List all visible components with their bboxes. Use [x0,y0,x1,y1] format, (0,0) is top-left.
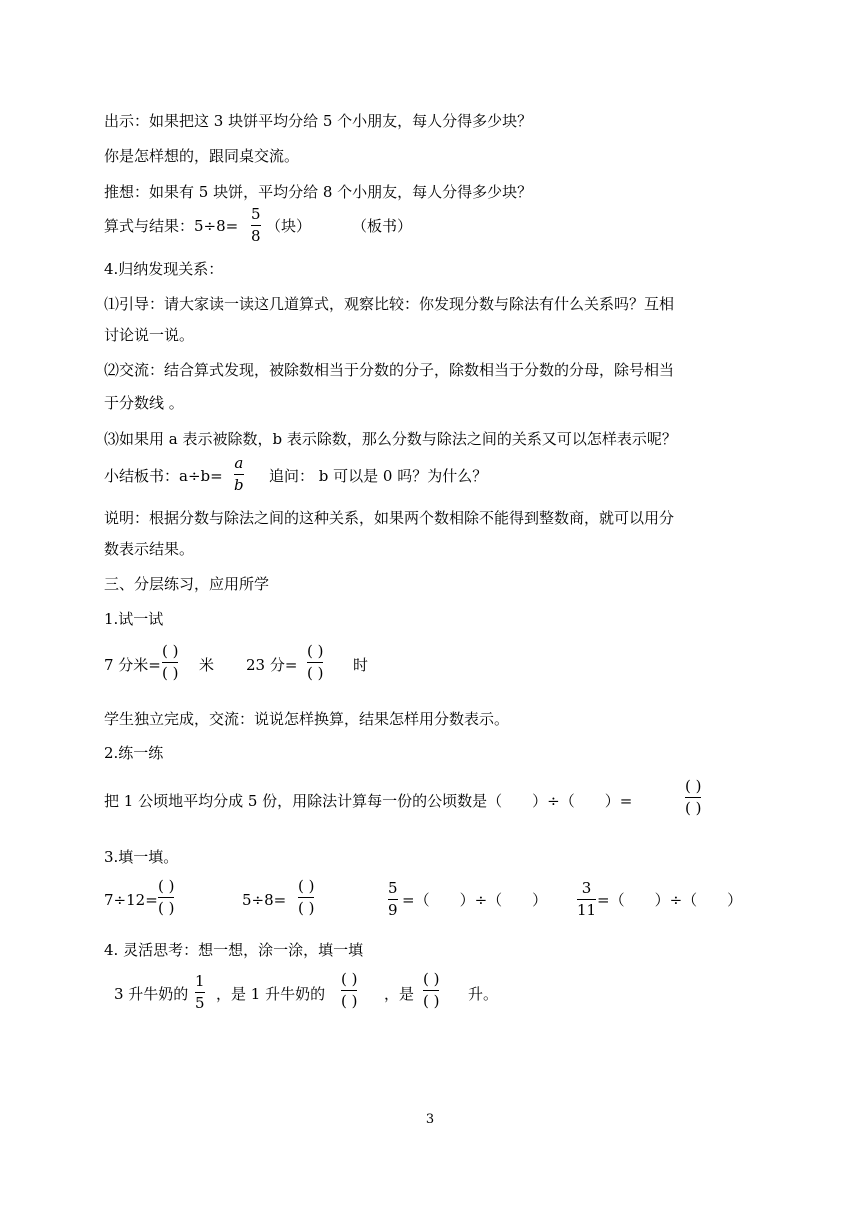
denominator: 11 [577,901,597,919]
text-line: 23 分= [246,656,298,674]
denominator-blank: ( ) [423,992,440,1010]
text-line: =（ ）÷（ ） [402,891,548,909]
text-line: 时 [353,656,369,674]
heading: 2.练一练 [104,744,164,762]
fraction-bar [234,474,244,475]
heading: 三、分层练习，应用所学 [104,575,270,593]
denominator-blank: ( ) [158,899,175,917]
text-line: 数表示结果。 [104,540,195,558]
fraction-blank [423,971,439,1010]
text-line: 推想：如果有 5 块饼，平均分给 8 个小朋友，每人分得多少块？ [104,183,533,201]
numerator: 5 [251,205,261,223]
text-line: 于分数线 。 [104,394,184,412]
numerator: a [234,454,244,472]
fraction-bar [162,662,178,663]
text-line: 把 1 公顷地平均分成 5 份，用除法计算每一份的公顷数是（ ）÷（ ）= [104,792,633,810]
text-line: 讨论说一说。 [104,326,195,344]
numerator-blank: ( ) [685,777,702,795]
fraction-bar [388,899,398,900]
fraction-bar [341,990,357,991]
heading: 4. 灵活思考：想一想，涂一涂，填一填 [104,941,364,959]
text-line: ，是 1 升牛奶的 [216,985,326,1003]
fraction-blank [162,643,178,682]
text-line: 7÷12= [104,891,158,909]
fraction-bar [577,899,596,900]
denominator-blank: ( ) [341,992,358,1010]
numerator: 3 [581,879,592,897]
numerator-blank: ( ) [341,970,358,988]
heading: 4.归纳发现关系： [104,260,224,278]
denominator: 9 [388,901,398,919]
fraction [234,455,244,494]
numerator-blank: ( ) [307,642,324,660]
page-number: 3 [425,1112,435,1127]
fraction-bar [685,797,701,798]
fraction-bar [307,662,323,663]
text-line: 追问： b 可以是 0 吗？为什么？ [269,467,488,485]
denominator: 5 [195,994,205,1012]
fraction [195,973,205,1012]
text-line: ⑴引导：请大家读一读这几道算式，观察比较：你发现分数与除法有什么关系吗？互相 [104,295,675,313]
text-line: 你是怎样想的，跟同桌交流。 [104,147,300,165]
fraction [388,880,398,919]
denominator-blank: ( ) [298,899,315,917]
fraction-bar [423,990,439,991]
fraction-bar [195,992,205,993]
numerator-blank: ( ) [158,877,175,895]
numerator-blank: ( ) [298,877,315,895]
numerator: 1 [195,972,205,990]
text-line: （板书） [352,217,413,235]
fraction-blank [298,878,314,917]
text-line: 升。 [468,985,499,1003]
denominator-blank: ( ) [307,664,324,682]
text-line: 5÷8= [242,891,287,909]
text-line: =（ ）÷（ ） [597,891,743,909]
numerator-blank: ( ) [423,970,440,988]
fraction-blank [307,643,323,682]
fraction [251,206,261,245]
text-line: （块） [266,217,312,235]
numerator-blank: ( ) [162,642,179,660]
heading: 3.填一填。 [104,848,179,866]
fraction-blank [158,878,174,917]
heading: 1.试一试 [104,610,164,628]
denominator-blank: ( ) [685,799,702,817]
text-line: 米 [199,656,215,674]
fraction-bar [251,225,261,226]
denominator: b [234,476,244,494]
denominator-blank: ( ) [162,664,179,682]
fraction-blank [685,778,701,817]
text-line: 说明：根据分数与除法之间的这种关系，如果两个数相除不能得到整数商，就可以用分 [104,509,675,527]
denominator: 8 [251,227,261,245]
fraction-bar [298,897,314,898]
text-line: ⑶如果用 a 表示被除数，b 表示除数，那么分数与除法之间的关系又可以怎样表示呢？ [104,430,677,448]
text-line: 学生独立完成，交流：说说怎样换算，结果怎样用分数表示。 [104,710,510,728]
fraction-bar [158,897,174,898]
text-line: ，是 [384,985,415,1003]
fraction-blank [341,971,357,1010]
numerator: 5 [388,879,398,897]
text-line: 3 升牛奶的 [114,985,189,1003]
text-line: 7 分米= [104,656,161,674]
text-line: 出示：如果把这 3 块饼平均分给 5 个小朋友，每人分得多少块？ [104,112,533,130]
text-line: 小结板书：a÷b= [104,467,223,485]
fraction [577,880,596,919]
text-line: 算式与结果：5÷8= [104,217,239,235]
text-line: ⑵交流：结合算式发现，被除数相当于分数的分子，除数相当于分数的分母，除号相当 [104,361,675,379]
